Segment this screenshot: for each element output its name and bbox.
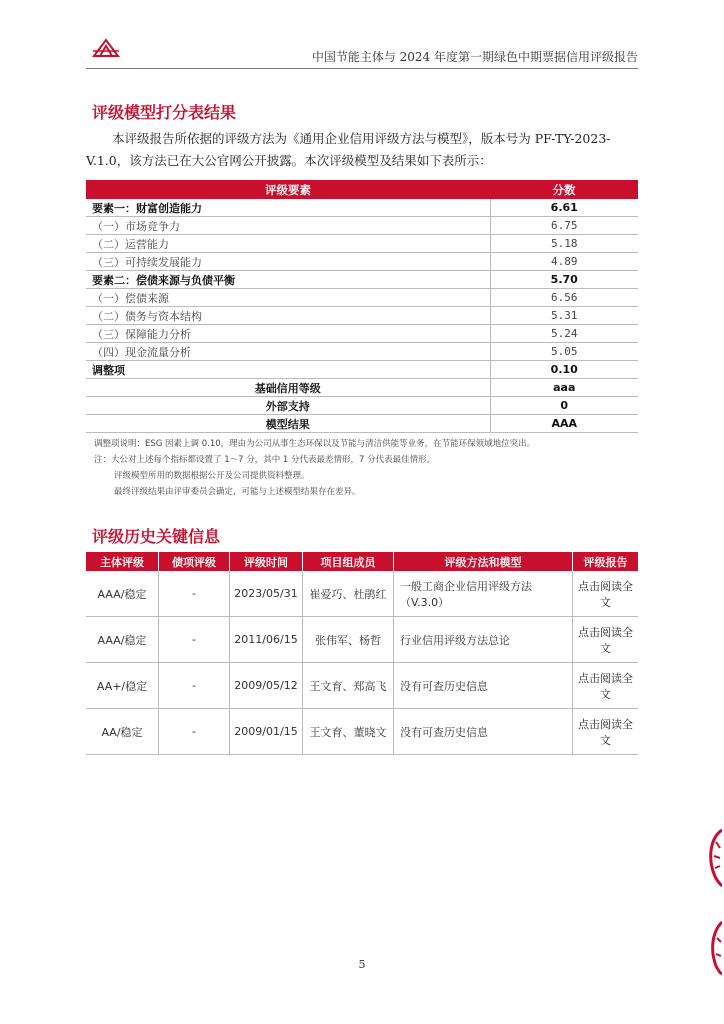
score-row [86, 253, 638, 271]
score-value: 5.18 [490, 235, 638, 253]
history-rating: AAA/稳定 [86, 571, 159, 617]
history-header-bond: 债项评级 [159, 552, 230, 571]
score-row [86, 289, 638, 307]
score-value: 5.24 [490, 325, 638, 343]
header-title: 中国节能主体与 2024 年度第一期绿色中期票据信用评级报告 [311, 50, 638, 64]
score-value: 5.05 [490, 343, 638, 361]
history-date: 2023/05/31 [230, 571, 303, 617]
score-label: （二）运营能力 [86, 235, 490, 253]
history-method: 行业信用评级方法总论 [394, 617, 573, 663]
score-row [86, 235, 638, 253]
score-header-value: 分数 [490, 180, 638, 199]
history-row [86, 709, 638, 755]
history-bond-rating: - [159, 617, 230, 663]
score-label: （三）保障能力分析 [86, 325, 490, 343]
seal-stamp-icon [704, 828, 722, 888]
history-row [86, 571, 638, 617]
score-value: 5.70 [490, 271, 638, 289]
history-table-body [86, 571, 638, 755]
history-report-link[interactable]: 点击阅读全文 [573, 617, 639, 663]
score-value: AAA [490, 415, 638, 433]
seal-stamp-icon-2 [704, 918, 722, 978]
intro-paragraph: 本评级报告所依据的评级方法为《通用企业信用评级方法与模型》，版本号为 PF-TY-2023-V.1.0，该方法已在大公官网公开披露。本次评级模型及结果如下表所示： [86, 131, 611, 168]
history-row [86, 663, 638, 709]
score-value: 6.56 [490, 289, 638, 307]
score-row [86, 325, 638, 343]
score-table [86, 180, 638, 433]
history-method: 一般工商企业信用评级方法（V.3.0） [394, 571, 573, 617]
history-team: 崔爱巧、杜鹃红 [303, 571, 394, 617]
company-logo-icon [92, 38, 120, 58]
history-rating: AAA/稳定 [86, 617, 159, 663]
score-label: （三）可持续发展能力 [86, 253, 490, 271]
history-bond-rating: - [159, 663, 230, 709]
history-team: 王文育、董晓文 [303, 709, 394, 755]
score-row [86, 217, 638, 235]
history-team: 王文育、郑高飞 [303, 663, 394, 709]
history-bond-rating: - [159, 571, 230, 617]
score-label: 模型结果 [86, 415, 490, 433]
section-title-history: 评级历史关键信息 [92, 527, 221, 546]
score-value: aaa [490, 379, 638, 397]
history-header-report: 评级报告 [573, 552, 639, 571]
history-report-link[interactable]: 点击阅读全文 [573, 571, 639, 617]
history-date: 2011/06/15 [230, 617, 303, 663]
history-report-link[interactable]: 点击阅读全文 [573, 709, 639, 755]
score-label: 要素二：偿债来源与负债平衡 [86, 271, 490, 289]
score-label: （一）偿债来源 [86, 289, 490, 307]
score-row [86, 397, 638, 415]
history-date: 2009/01/15 [230, 709, 303, 755]
history-team: 张伟军、杨哲 [303, 617, 394, 663]
score-label: （四）现金流量分析 [86, 343, 490, 361]
note-final-result: 最终评级结果由评审委员会确定，可能与上述模型结果存在差异。 [114, 487, 361, 497]
history-rating: AA+/稳定 [86, 663, 159, 709]
score-label: （一）市场竞争力 [86, 217, 490, 235]
history-report-link[interactable]: 点击阅读全文 [573, 663, 639, 709]
history-method: 没有可查历史信息 [394, 663, 573, 709]
history-header-date: 评级时间 [230, 552, 303, 571]
score-row [86, 415, 638, 433]
history-header-team: 项目组成员 [303, 552, 394, 571]
score-value: 5.31 [490, 307, 638, 325]
score-value: 6.61 [490, 199, 638, 217]
score-label: （二）债务与资本结构 [86, 307, 490, 325]
score-value: 0.10 [490, 361, 638, 379]
history-date: 2009/05/12 [230, 663, 303, 709]
score-value: 4.89 [490, 253, 638, 271]
score-label: 基础信用等级 [86, 379, 490, 397]
note-scale: 注：大公对上述每个指标都设置了 1～7 分，其中 1 分代表最差情形，7 分代表最佳情形。 [94, 455, 436, 465]
score-row [86, 271, 638, 289]
score-value: 6.75 [490, 217, 638, 235]
note-adjustment: 调整项说明：ESG 因素上调 0.10，理由为公司从事生态环保以及节能与清洁供能等业务，在节能环保领域地位突出。 [94, 439, 536, 449]
score-row [86, 307, 638, 325]
history-bond-rating: - [159, 709, 230, 755]
score-header-factor: 评级要素 [86, 180, 490, 199]
page-number: 5 [358, 958, 366, 971]
score-label: 调整项 [86, 361, 490, 379]
table-notes [94, 436, 535, 500]
history-header-rating: 主体评级 [86, 552, 159, 571]
history-header-method: 评级方法和模型 [394, 552, 573, 571]
score-row [86, 343, 638, 361]
score-row [86, 199, 638, 217]
score-label: 要素一：财富创造能力 [86, 199, 490, 217]
history-row [86, 617, 638, 663]
score-label: 外部支持 [86, 397, 490, 415]
history-rating: AA/稳定 [86, 709, 159, 755]
score-value: 0 [490, 397, 638, 415]
score-row [86, 379, 638, 397]
note-data-source: 评级模型所用的数据根据公开及公司提供资料整理。 [114, 471, 310, 481]
score-row [86, 361, 638, 379]
history-method: 没有可查历史信息 [394, 709, 573, 755]
score-table-body [86, 199, 638, 433]
history-table [86, 552, 638, 755]
section-title-model: 评级模型打分表结果 [92, 103, 237, 122]
header-divider [86, 68, 638, 69]
